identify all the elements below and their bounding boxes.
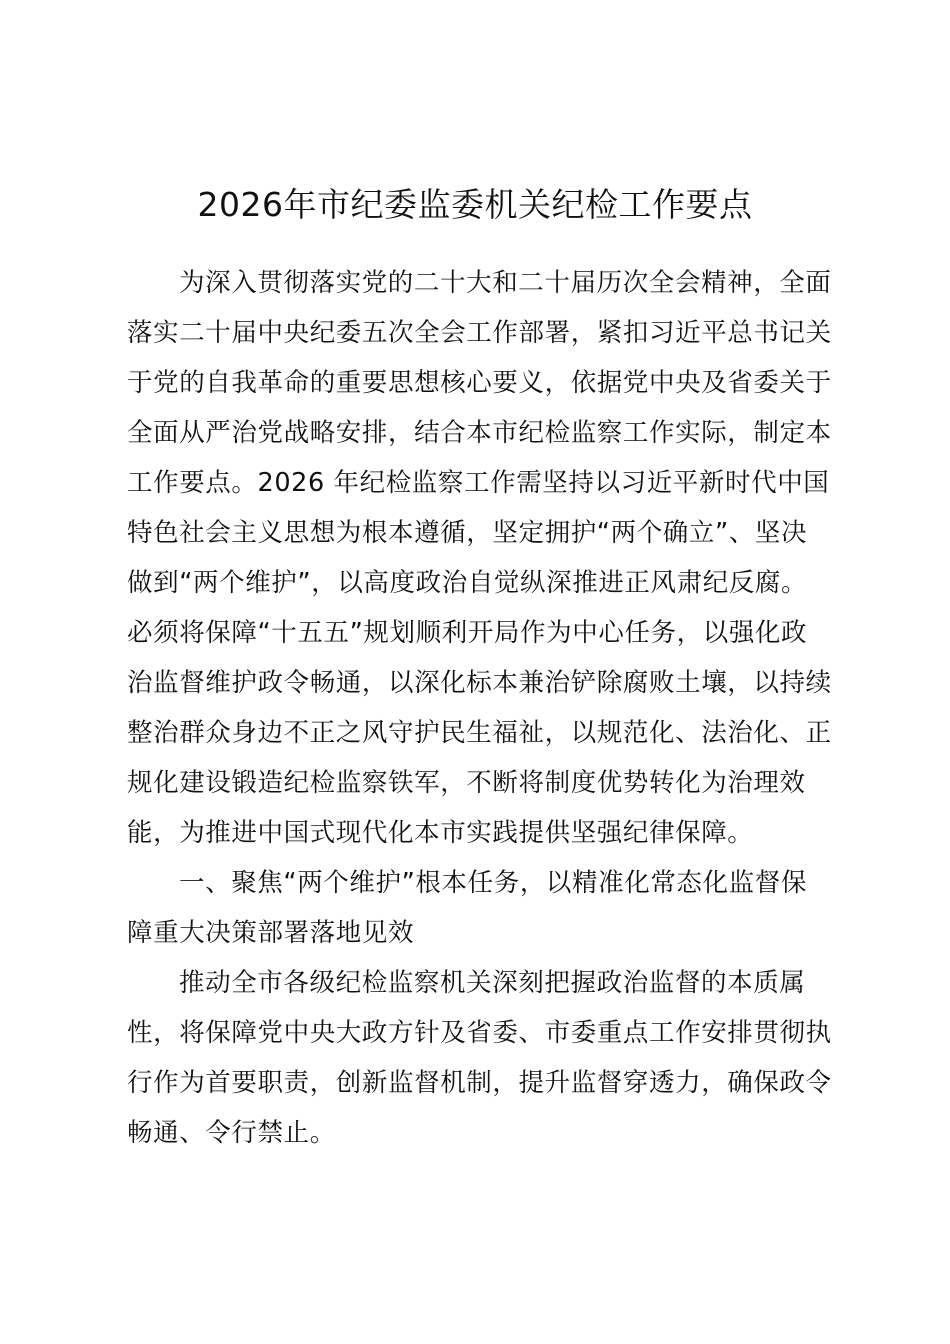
text-line: 于党的自我革命的重要思想核心要义，依据党中央及省委关于 xyxy=(127,368,832,398)
paragraph-intro xyxy=(127,258,837,858)
text-line: 畅通、令行禁止。 xyxy=(127,1118,336,1148)
text-line: 为深入贯彻落实党的二十大和二十届历次全会精神，全面 xyxy=(179,268,832,298)
text-line: 能，为推进中国式现代化本市实践提供坚强纪律保障。 xyxy=(127,818,754,848)
text-line: 规化建设锻造纪检监察铁军，不断将制度优势转化为治理效 xyxy=(127,768,806,798)
text-line: 行作为首要职责，创新监督机制，提升监督穿透力，确保政令 xyxy=(127,1068,832,1098)
text-line: 工作要点。2026 年纪检监察工作需坚持以习近平新时代中国 xyxy=(127,468,830,498)
text-line: 治监督维护政令畅通，以深化标本兼治铲除腐败土壤，以持续 xyxy=(127,668,832,698)
section-heading-1 xyxy=(127,858,837,958)
document-body xyxy=(127,258,837,1158)
heading-line: 障重大决策部署落地见效 xyxy=(127,918,415,948)
text-line: 必须将保障“十五五”规划顺利开局作为中心任务，以强化政 xyxy=(127,618,808,648)
text-line: 性，将保障党中央大政方针及省委、市委重点工作安排贯彻执 xyxy=(127,1018,832,1048)
document-title: 2026年市纪委监委机关纪检工作要点 xyxy=(197,185,753,224)
text-line: 做到“两个维护”，以高度政治自觉纵深推进正风肃纪反腐。 xyxy=(127,568,808,598)
text-line: 整治群众身边不正之风守护民生福祉，以规范化、法治化、正 xyxy=(127,718,832,748)
text-line: 全面从严治党战略安排，结合本市纪检监察工作实际，制定本 xyxy=(127,418,832,448)
text-line: 落实二十届中央纪委五次全会工作部署，紧扣习近平总书记关 xyxy=(127,318,832,348)
heading-line: 一、聚焦“两个维护”根本任务，以精准化常态化监督保 xyxy=(179,868,807,898)
text-line: 特色社会主义思想为根本遵循，坚定拥护“两个确立”、坚决 xyxy=(127,518,808,548)
text-line: 推动全市各级纪检监察机关深刻把握政治监督的本质属 xyxy=(179,968,806,998)
paragraph-section-1 xyxy=(127,958,837,1158)
